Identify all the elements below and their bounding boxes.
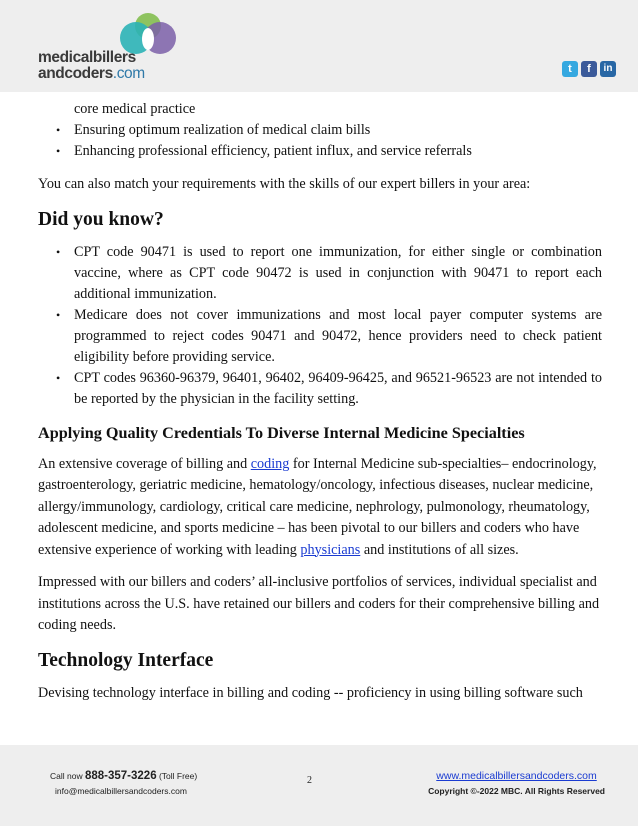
page-content: [38, 99, 602, 704]
twitter-icon[interactable]: t: [562, 61, 578, 77]
list-item: • CPT code 90471 is used to report one immunization, for either single or combination vaccine, where as CPT code 90472 is used in conjunction with 90471 to report each additional immunization.: [38, 242, 602, 305]
list-item: • Enhancing professional efficiency, patient influx, and service referrals: [38, 141, 602, 162]
match-paragraph: You can also match your requirements with the skills of our expert billers in your area:: [38, 176, 531, 192]
footer-website-link[interactable]: www.medicalbillersandcoders.com: [436, 770, 597, 782]
phone-number[interactable]: 888-357-3226: [84, 770, 157, 782]
page-number: 2: [307, 775, 312, 786]
list-item: • Ensuring optimum realization of medical claim bills: [38, 120, 602, 141]
list-item: • Medicare does not cover immunizations and most local payer computer systems are programmed to reject codes 90471 and 90472, hence providers need to check patient eligibility before providing service.: [38, 305, 602, 368]
did-you-know-list: [38, 242, 602, 410]
quality-paragraph-1: [38, 454, 602, 562]
quality-text-b: for Internal Medicine sub-specialties– endocrinology, gastroenterology, geriatric medicine, hematology/oncology, infectious diseases, nuclear medicine, allergy/immunology, cardiology, critical care medicine, nephrology, pulmonology, rheumatology, adolescent medicine, and sports medicine – has been pivotal to our billers and coders who have extensive experience of working with leading: [38, 455, 597, 558]
call-prefix: Call now: [50, 771, 85, 781]
technology-paragraph: Devising technology interface in billing and coding -- proficiency in using billing software such: [38, 684, 583, 701]
page-footer: [0, 745, 638, 826]
list-item: core medical practice: [74, 101, 196, 117]
logo-line2: andcoders: [38, 65, 113, 82]
facebook-icon[interactable]: f: [581, 61, 597, 77]
linkedin-icon[interactable]: in: [600, 61, 616, 77]
did-you-know-heading: Did you know?: [38, 208, 164, 230]
footer-contact: [50, 769, 197, 799]
logo-wordmark: [38, 50, 145, 82]
footer-email[interactable]: info@medicalbillersandcoders.com: [55, 786, 187, 796]
call-suffix: (Toll Free): [156, 771, 198, 781]
footer-site-info: [428, 769, 605, 799]
coding-link[interactable]: coding: [250, 455, 290, 472]
logo-line1: medicalbillers: [38, 49, 136, 66]
quality-heading: Applying Quality Credentials To Diverse Internal Medicine Specialties: [38, 423, 525, 442]
quality-text-a: An extensive coverage of billing and: [38, 455, 251, 472]
logo-suffix: .com: [112, 65, 145, 82]
page-header: [0, 0, 638, 92]
intro-bullet-list: [38, 99, 602, 162]
company-logo[interactable]: [30, 12, 230, 82]
quality-paragraph-2: Impressed with our billers and coders’ all-inclusive portfolios of services, individual specialist and institutions across the U.S. have retained our billers and coders for their comprehensive billing and coding needs.: [38, 574, 600, 633]
quality-text-c: and institutions of all sizes.: [360, 541, 519, 558]
footer-copyright: Copyright ©-2022 MBC. All Rights Reserved: [428, 786, 605, 796]
social-links: [562, 61, 616, 77]
technology-heading: Technology Interface: [38, 649, 214, 671]
list-item: • CPT codes 96360-96379, 96401, 96402, 96409-96425, and 96521-96523 are not intended to be reported by the physician in the facility setting.: [38, 368, 602, 410]
physicians-link[interactable]: physicians: [300, 541, 361, 558]
